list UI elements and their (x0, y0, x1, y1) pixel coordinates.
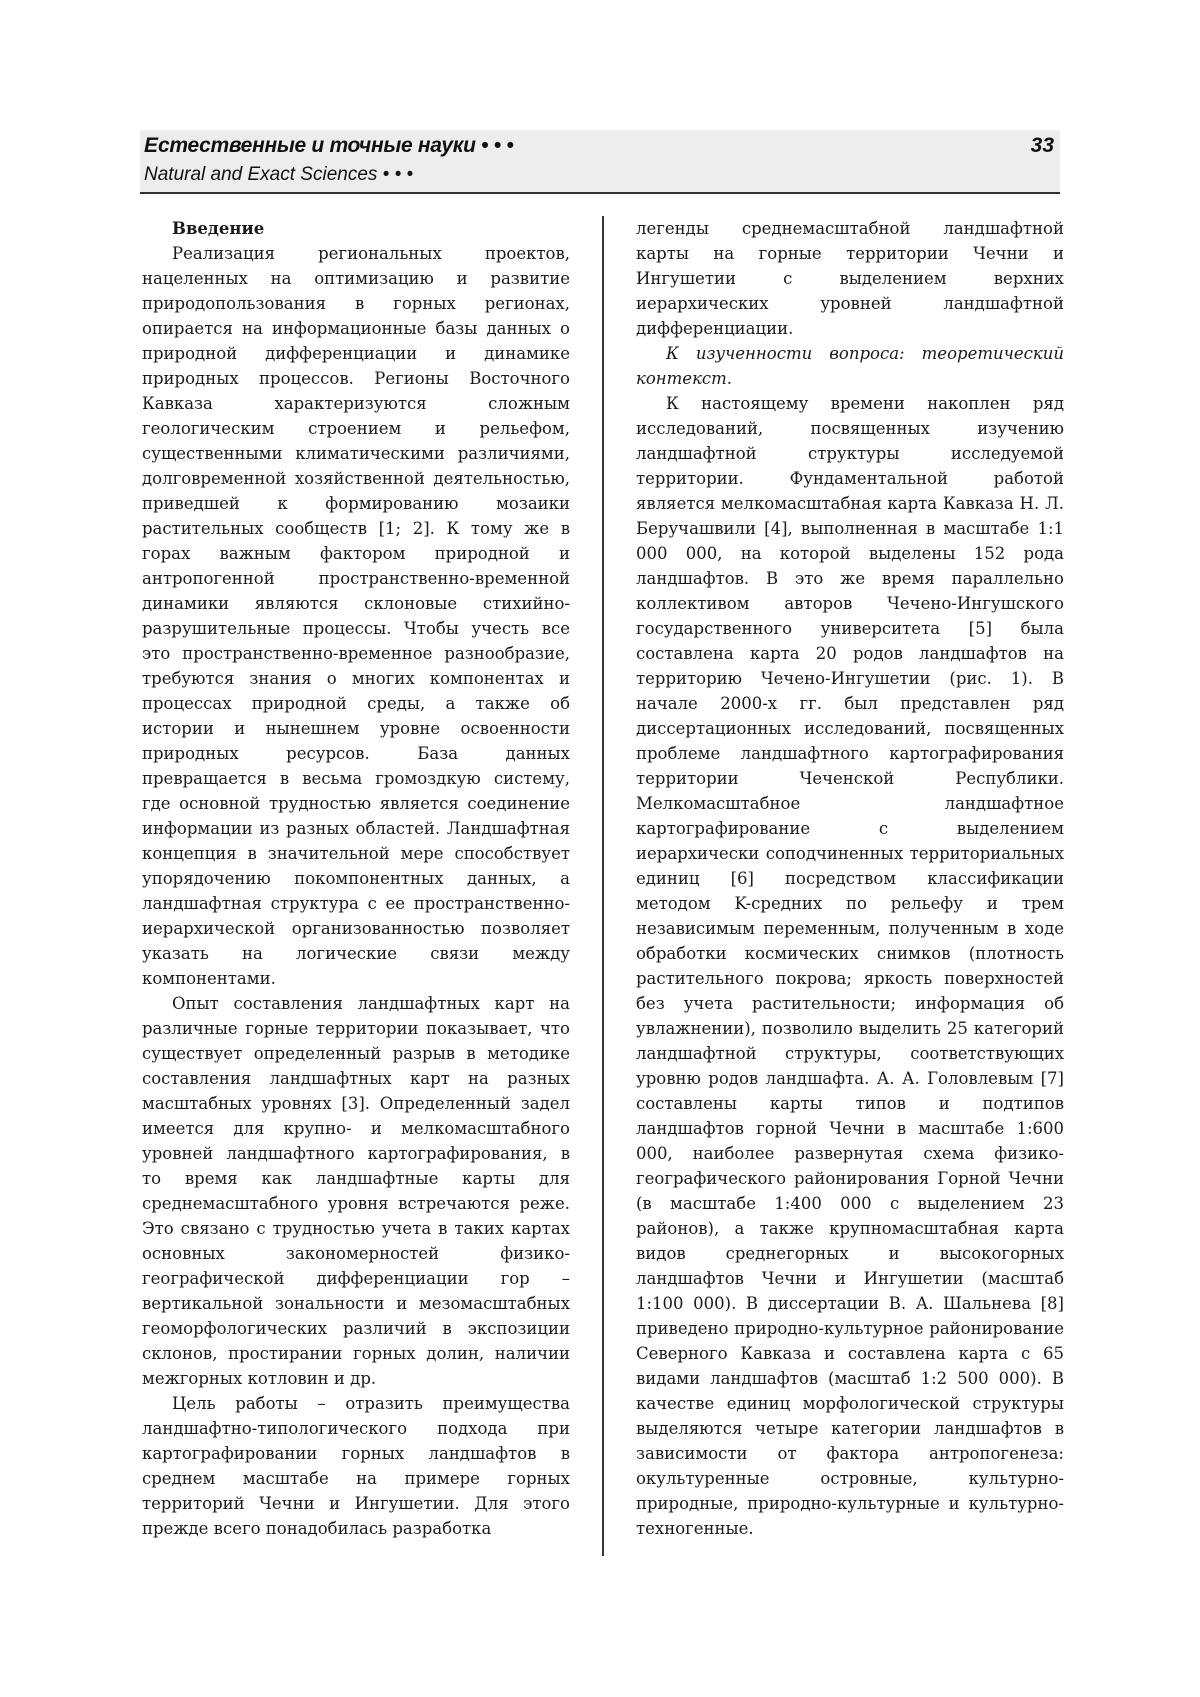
running-header (140, 130, 1060, 194)
paragraph: Реализация региональных проектов, нацеленных на оптимизацию и развитие природопользования в горных регионах, опирается на информационные базы данных о природной дифференциации и динамике природных процессов. Регионы Восточного Кавказа характеризуются сложным геологическим строением и рельефом, существенными климатическими различиями, долговременной хозяйственной деятельностью, приведшей к формированию мозаики растительных сообществ [1; 2]. К тому же в горах важным фактором природной и антропогенной пространственно-временной динамики являются склоновые стихийно-разрушительные процессы. Чтобы учесть все это пространственно-временное разнообразие, требуются знания о многих компонентах и процессах природной среды, а также об истории и нынешнем уровне освоенности природных ресурсов. База данных превращается в весьма громоздкую систему, где основной трудностью является соединение информации из разных областей. Ландшафтная концепция в значительной мере способствует упорядочению покомпонентных данных, а ландшафтная структура с ее пространственно-иерархической организованностью позволяет указать на логические связи между компонентами. (142, 244, 570, 988)
subsection-title: К изученности вопроса: теоретический контекст. (636, 344, 1064, 388)
right-column (636, 216, 1064, 1541)
paragraph-continuation: легенды среднемасштабной ландшафтной карты на горные территории Чечни и Ингушетии с выделением верхних иерархических уровней ландшафтной дифференциации. (636, 219, 1064, 338)
journal-title-ru: Естественные и точные науки • • • (144, 134, 514, 157)
paragraph: Цель работы – отразить преимущества ландшафтно-типологического подхода при картографировании горных ландшафтов в среднем масштабе на примере горных территорий Чечни и Ингушетии. Для этого прежде всего понадобилась разработка (142, 1394, 570, 1538)
section-title-introduction: Введение (172, 219, 265, 238)
page-number: 33 (1030, 134, 1054, 157)
journal-title-en: Natural and Exact Sciences • • • (144, 164, 414, 185)
left-column (142, 216, 570, 1541)
column-divider (602, 216, 604, 1556)
paragraph: Опыт составления ландшафтных карт на различные горные территории показывает, что существует определенный разрыв в методике составления ландшафтных карт на разных масштабных уровнях [3]. Определенный задел имеется для крупно- и мелкомасштабного уровней ландшафтного картографирования, в то время как ландшафтные карты для среднемасштабного уровня встречаются реже. Это связано с трудностью учета в таких картах основных закономерностей физико-географической дифференциации гор – вертикальной зональности и мезомасштабных геоморфологических различий в экспозиции склонов, простирании горных долин, наличии межгорных котловин и др. (142, 994, 570, 1388)
paragraph: К настоящему времени накоплен ряд исследований, посвященных изучению ландшафтной структуры исследуемой территории. Фундаментальной работой является мелкомасштабная карта Кавказа Н. Л. Беручашвили [4], выполненная в масштабе 1:1 000 000, на которой выделены 152 рода ландшафтов. В это же время параллельно коллективом авторов Чечено-Ингушского государственного университета [5] была составлена карта 20 родов ландшафтов на территорию Чечено-Ингушетии (рис. 1). В начале 2000-х гг. был представлен ряд диссертационных исследований, посвященных проблеме ландшафтного картографирования территории Чеченской Республики. Мелкомасштабное ландшафтное картографирование с выделением иерархически соподчиненных территориальных единиц [6] посредством классификации методом K-средних по рельефу и трем независимым переменным, полученным в ходе обработки космических снимков (плотность растительного покрова; яркость поверхностей без учета растительности; информация об увлажнении), позволило выделить 25 категорий ландшафтной структуры, соответствующих уровню родов ландшафта. А. А. Головлевым [7] составлены карты типов и подтипов ландшафтов горной Чечни в масштабе 1:600 000, наиболее развернутая схема физико-географического районирования Горной Чечни (в масштабе 1:400 000 с выделением 23 районов), а также крупномасштабная карта видов среднегорных и высокогорных ландшафтов Чечни и Ингушетии (масштаб 1:100 000). В диссертации В. А. Шальнева [8] приведено природно-культурное районирование Северного Кавказа и составлена карта с 65 видами ландшафтов (масштаб 1:2 500 000). В качестве единиц морфологической структуры выделяются четыре категории ландшафтов в зависимости от фактора антропогенеза: окультуренные островные, культурно-природные, природно-культурные и культурно-техногенные. (636, 394, 1064, 1538)
